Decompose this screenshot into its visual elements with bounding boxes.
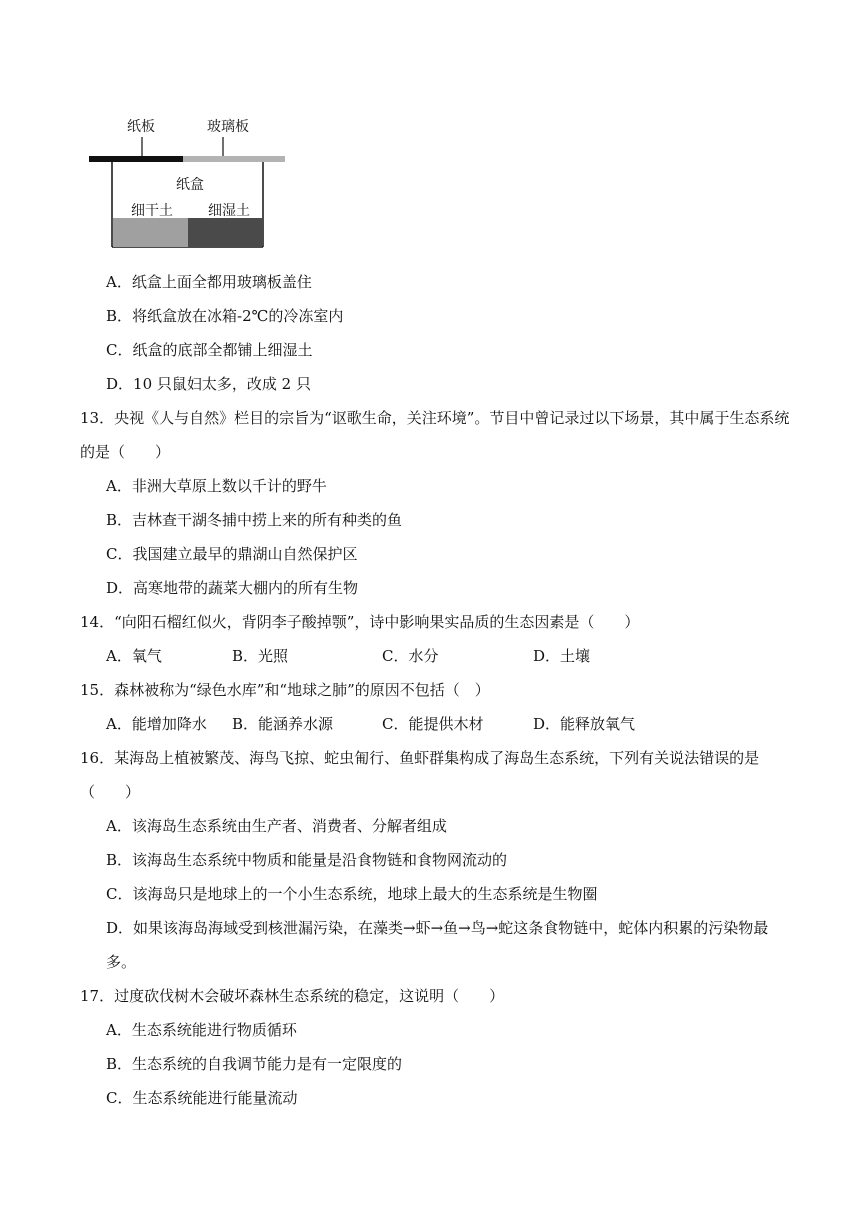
q15-option-d: D．能释放氧气 (533, 715, 636, 733)
glass-board (183, 156, 285, 162)
q15-option-c: C．能提供木材 (382, 715, 484, 733)
dry-soil-label: 细干土 (131, 203, 173, 219)
q16-option-a: A．该海岛生态系统由生产者、消费者、分解者组成 (106, 817, 447, 835)
paper-board (89, 156, 183, 162)
q14-option-c: C．水分 (382, 647, 439, 665)
q14-stem: 14．“向阳石榴红似火，背阴李子酸掉颚”，诗中影响果实品质的生态因素是（ ） (80, 613, 640, 631)
q13-stem-line1: 13．央视《人与自然》栏目的宗旨为“讴歌生命，关注环境”。节目中曾记录过以下场景，其中属于生态系统 (80, 409, 790, 427)
q13-stem-line2: 的是（ ） (80, 443, 171, 461)
q14-option-a: A．氧气 (106, 647, 162, 665)
glass-board-label: 玻璃板 (207, 119, 249, 135)
q16-option-d-continuation: 多。 (106, 953, 137, 971)
q17-option-a: A．生态系统能进行物质循环 (106, 1021, 297, 1039)
q13-option-a: A．非洲大草原上数以千计的野牛 (106, 477, 327, 495)
q12-option-c: C．纸盒的底部全都铺上细湿土 (106, 341, 313, 359)
q13-option-b: B．吉林查干湖冬捕中捞上来的所有种类的鱼 (106, 511, 403, 529)
q16-option-d: D．如果该海岛海域受到核泄漏污染，在藻类→虾→鱼→鸟→蛇这条食物链中，蛇体内积累的污染物最 (106, 919, 769, 937)
q12-option-d: D．10 只鼠妇太多，改成 2 只 (106, 375, 311, 393)
q15-option-b: B．能涵养水源 (232, 715, 334, 733)
q17-option-c: C．生态系统能进行能量流动 (106, 1089, 298, 1107)
q16-stem-line2: （ ） (80, 783, 141, 801)
q14-option-d: D．土壤 (533, 647, 591, 665)
q17-stem: 17．过度砍伐树木会破坏森林生态系统的稳定，这说明（ ） (80, 987, 505, 1005)
q14-option-b: B．光照 (232, 647, 289, 665)
q13-option-d: D．高寒地带的蔬菜大棚内的所有生物 (106, 579, 359, 597)
q17-option-b: B．生态系统的自我调节能力是有一定限度的 (106, 1055, 403, 1073)
q16-option-c: C．该海岛只是地球上的一个小生态系统，地球上最大的生态系统是生物圈 (106, 885, 598, 903)
q15-option-a: A．能增加降水 (106, 715, 207, 733)
wet-soil (188, 218, 262, 247)
wet-soil-label: 细湿土 (208, 203, 250, 219)
experiment-box-diagram (86, 110, 296, 255)
q12-option-a: A．纸盒上面全都用玻璃板盖住 (106, 273, 312, 291)
q15-stem: 15．森林被称为“绿色水库”和“地球之肺”的原因不包括（ ） (80, 681, 490, 699)
dry-soil (113, 218, 188, 247)
paper-board-label: 纸板 (127, 119, 155, 135)
q16-option-b: B．该海岛生态系统中物质和能量是沿食物链和食物网流动的 (106, 851, 508, 869)
q13-option-c: C．我国建立最早的鼎湖山自然保护区 (106, 545, 358, 563)
q12-option-b: B．将纸盒放在冰箱-2℃的冷冻室内 (106, 307, 344, 325)
q16-stem-line1: 16．某海岛上植被繁茂、海鸟飞掠、蛇虫匍行、鱼虾群集构成了海岛生态系统，下列有关说法错误的是 (80, 749, 760, 767)
box-label: 纸盒 (176, 177, 204, 193)
